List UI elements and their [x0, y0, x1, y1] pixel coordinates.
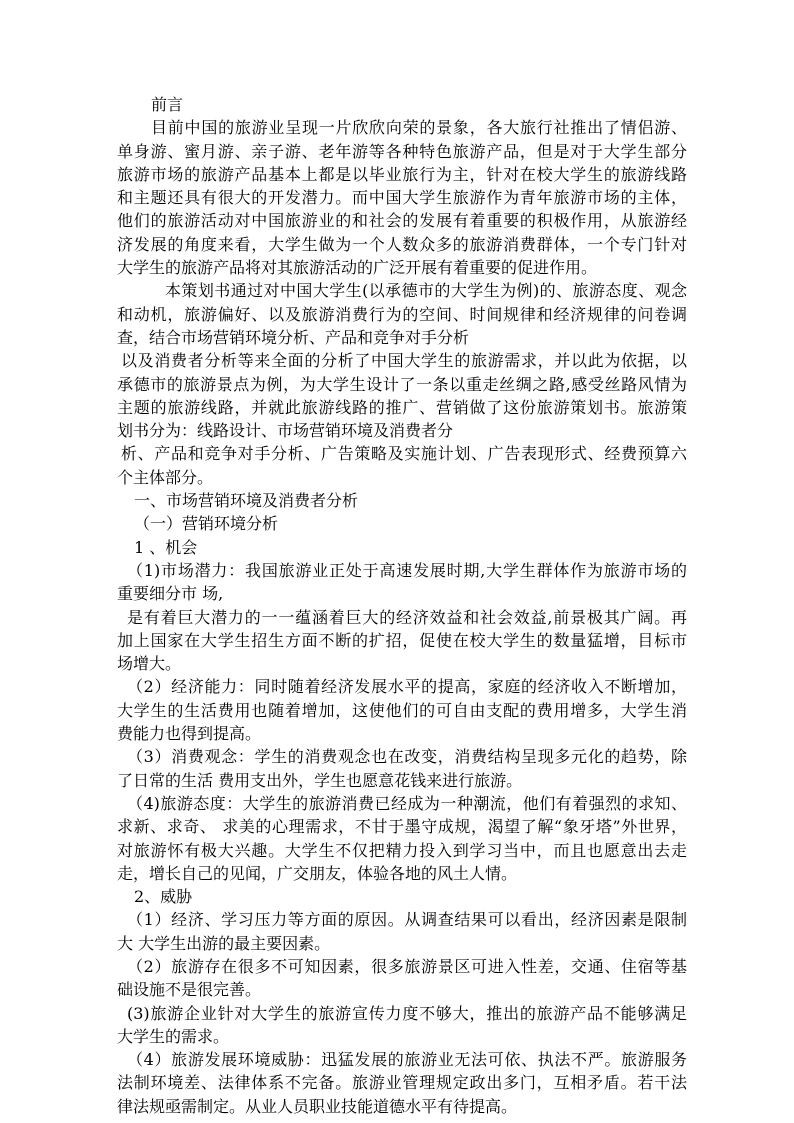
paragraph-line: 济发展的角度来看，大学生做为一个人数众多的旅游消费群体，一个专门针对: [117, 234, 687, 254]
paragraph-line: 础设施不是很完善。: [117, 980, 262, 1000]
preface-heading: 前言: [151, 95, 184, 114]
item-heading: 2、威胁: [134, 887, 193, 907]
paragraph-line: 主题的旅游线路，并就此旅游线路的推广、营销做了这份旅游策划书。旅游策: [117, 397, 687, 417]
paragraph-line: 承德市的旅游景点为例，为大学生设计了一条以重走丝绸之路,感受丝路风情为: [117, 374, 687, 394]
paragraph-line: 个主体部分。: [117, 467, 214, 487]
paragraph-line: 法制环境差、法律体系不完备。旅游业管理规定政出多门，互相矛盾。若干法: [117, 1073, 687, 1093]
paragraph-line: 场增大。: [117, 654, 182, 674]
subsection-heading: （一）营销环境分析: [134, 514, 279, 534]
section-heading: 一、市场营销环境及消费者分析: [134, 491, 359, 511]
paragraph-line: 重要细分市 场,: [117, 584, 224, 604]
paragraph-line: 费能力也得到提高。: [117, 724, 262, 744]
paragraph-line: 和主题还具有很大的开发潜力。而中国大学生旅游作为青年旅游市场的主体，: [117, 188, 687, 208]
paragraph-line: 他们的旅游活动对中国旅游业的和社会的发展有着重要的积极作用，从旅游经: [117, 211, 687, 231]
paragraph-line: 了日常的生活 费用支出外，学生也愿意花钱来进行旅游。: [117, 770, 523, 790]
paragraph-line: 大学生的生活费用也随着增加，这使他们的可自由支配的费用增多，大学生消: [117, 700, 687, 720]
paragraph-line: 单身游、蜜月游、亲子游、老年游等各种特色旅游产品，但是对于大学生部分: [117, 141, 687, 161]
paragraph-line: 划书分为：线路设计、市场营销环境及消费者分: [117, 421, 454, 441]
paragraph-line: (3)旅游企业针对大学生的旅游宣传力度不够大，推出的旅游产品不能够满足: [127, 1003, 687, 1023]
paragraph-line: 走，增长自己的见闻，广交朋友，体验各地的风土人情。: [117, 863, 518, 883]
paragraph-line: （4）旅游发展环境威胁：迅猛发展的旅游业无法可依、执法不严。旅游服务: [127, 1050, 687, 1070]
paragraph-line: 和动机，旅游偏好、以及旅游消费行为的空间、时间规律和经济规律的问卷调: [117, 304, 687, 324]
paragraph-line: （1）经济、学习压力等方面的原因。从调查结果可以看出，经济因素是限制: [127, 910, 687, 930]
paragraph-line: 本策划书通过对中国大学生(以承德市的大学生为例)的、旅游态度、观念: [165, 281, 687, 301]
paragraph-line: 律法规亟需制定。从业人员职业技能道德水平有待提高。: [117, 1096, 518, 1116]
paragraph-line: 析、产品和竞争对手分析、广告策略及实施计划、广告表现形式、经费预算六: [121, 444, 687, 464]
document-body: [117, 93, 687, 1118]
paragraph-line: 查，结合市场营销环境分析、产品和竞争对手分析: [117, 327, 470, 347]
paragraph-line: （1)市场潜力：我国旅游业正处于高速发展时期,大学生群体作为旅游市场的: [127, 560, 687, 580]
paragraph-line: 对旅游怀有极大兴趣。大学生不仅把精力投入到学习当中，而且也愿意出去走: [117, 840, 687, 860]
paragraph-line: 大学生的旅游产品将对其旅游活动的广泛开展有着重要的促进作用。: [117, 258, 598, 278]
paragraph-line: （3）消费观念：学生的消费观念也在改变，消费结构呈现多元化的趋势，除: [127, 747, 687, 767]
paragraph-line: 以及消费者分析等来全面的分析了中国大学生的旅游需求，并以此为依据，以: [121, 351, 687, 371]
paragraph-line: 求新、求奇、 求美的心理需求，不甘于墨守成规，渴望了解“象牙塔”外世界，: [117, 817, 687, 837]
paragraph-line: 旅游市场的旅游产品基本上都是以毕业旅行为主，针对在校大学生的旅游线路: [117, 164, 687, 184]
paragraph-line: （4)旅游态度：大学生的旅游消费已经成为一种潮流，他们有着强烈的求知、: [127, 793, 687, 813]
paragraph-line: 是有着巨大潜力的一一蕴涵着巨大的经济效益和社会效益,前景极其广阔。再: [127, 607, 687, 627]
paragraph-line: 大 大学生出游的最主要因素。: [117, 933, 331, 953]
paragraph-line: 加上国家在大学生招生方面不断的扩招，促使在校大学生的数量猛增，目标市: [117, 630, 687, 650]
paragraph-line: 目前中国的旅游业呈现一片欣欣向荣的景象，各大旅行社推出了情侣游、: [151, 118, 687, 138]
paragraph-line: 大学生的需求。: [117, 1026, 230, 1046]
paragraph-line: （2）旅游存在很多不可知因素，很多旅游景区可进入性差，交通、住宿等基: [127, 956, 687, 976]
item-heading: 1 、机会: [134, 537, 198, 557]
paragraph-line: （2）经济能力：同时随着经济发展水平的提高，家庭的经济收入不断增加，: [127, 677, 687, 697]
